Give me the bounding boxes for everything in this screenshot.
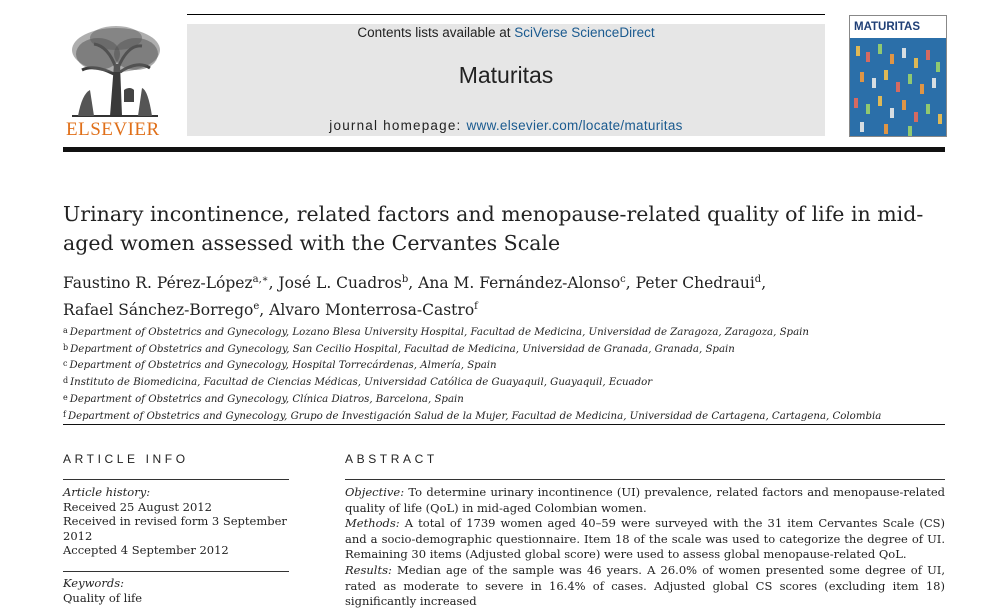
abstract-body bbox=[345, 485, 945, 610]
author-affiliation-mark[interactable]: c bbox=[620, 274, 626, 285]
keywords-rule bbox=[63, 571, 289, 572]
affiliation-text: Department of Obstetrics and Gynecology, San Cecilio Hospital, Facultad de Medicina, Universidad de Granada, Granada, Spain bbox=[70, 343, 735, 355]
keywords-block bbox=[63, 576, 289, 605]
affiliation bbox=[63, 408, 943, 425]
keyword-item[interactable]: Quality of life bbox=[63, 590, 143, 605]
abstract-heading: ABSTRACT bbox=[345, 452, 438, 466]
journal-cover-thumbnail[interactable] bbox=[849, 15, 947, 137]
abstract-methods bbox=[345, 516, 945, 563]
author-separator: , bbox=[625, 274, 636, 293]
elsevier-wordmark: ELSEVIER bbox=[66, 119, 160, 140]
homepage-line bbox=[187, 118, 825, 133]
abstract-results bbox=[345, 563, 945, 610]
author-affiliation-mark[interactable]: e bbox=[253, 301, 260, 313]
methods-text: A total of 1739 women aged 40–59 were surveyed with the 31 item Cervantes Scale (CS) and a socio-demographic questionnaire. Item 18 of the scale was used to categorize the degree of UI. Remaining 30 items (Adjusted global score) were used to assess global menopause-related QoL. bbox=[345, 516, 945, 562]
author-affiliation-mark[interactable]: d bbox=[754, 274, 762, 285]
article-title: Urinary incontinence, related factors and menopause-related quality of life in mid-aged women assessed with the Cervantes Scale bbox=[63, 202, 924, 255]
cover-artwork bbox=[850, 38, 946, 136]
affiliation-text: Department of Obstetrics and Gynecology, Clínica Diatros, Barcelona, Spain bbox=[69, 393, 464, 405]
homepage-link[interactable]: www.elsevier.com/locate/maturitas bbox=[466, 118, 683, 133]
keywords-label: Keywords: bbox=[63, 576, 124, 590]
author-name[interactable]: José L. Cuadros bbox=[278, 274, 402, 293]
abstract-objective bbox=[345, 485, 945, 516]
affiliation bbox=[63, 357, 943, 374]
author-name[interactable]: Faustino R. Pérez-López bbox=[63, 274, 253, 293]
header-top-rule bbox=[187, 14, 825, 15]
author-affiliation-mark[interactable]: a,∗ bbox=[252, 274, 269, 285]
author-separator: , bbox=[259, 301, 270, 320]
author-name[interactable]: Rafael Sánchez-Borrego bbox=[63, 301, 254, 320]
affiliation-list bbox=[63, 324, 943, 424]
author-name[interactable]: Alvaro Monterrosa-Castro bbox=[269, 301, 475, 320]
sciencedirect-link[interactable]: SciVerse ScienceDirect bbox=[514, 25, 655, 40]
affiliation-label: c bbox=[63, 359, 68, 369]
author-separator: , bbox=[761, 274, 767, 293]
journal-banner bbox=[187, 24, 825, 136]
homepage-prefix: journal homepage: bbox=[329, 118, 467, 133]
affiliation-label: a bbox=[63, 326, 68, 335]
affiliations-divider bbox=[63, 424, 945, 425]
article-info-heading: ARTICLE INFO bbox=[63, 452, 189, 466]
author-affiliation-mark[interactable]: f bbox=[474, 301, 478, 313]
journal-name: Maturitas bbox=[458, 62, 554, 88]
affiliation-label: b bbox=[63, 342, 69, 352]
results-label: Results: bbox=[345, 562, 392, 577]
objective-text: To determine urinary incontinence (UI) prevalence, related factors and menopause-related quality of life (QoL) in mid-aged Colombian women. bbox=[345, 485, 945, 515]
abstract-rule bbox=[345, 479, 945, 480]
author-name[interactable]: Ana M. Fernández-Alonso bbox=[418, 274, 621, 293]
affiliation-label: e bbox=[63, 392, 68, 402]
affiliation bbox=[63, 391, 943, 408]
article-info-rule bbox=[63, 479, 289, 480]
contents-prefix: Contents lists available at bbox=[357, 25, 515, 40]
author-separator: , bbox=[268, 274, 279, 293]
contents-line bbox=[187, 25, 825, 40]
header-divider bbox=[63, 147, 945, 152]
author-affiliation-mark[interactable]: b bbox=[401, 274, 409, 285]
affiliation bbox=[63, 341, 943, 358]
affiliation-label: f bbox=[63, 409, 66, 419]
affiliation-text: Department of Obstetrics and Gynecology, Hospital Torrecárdenas, Almería, Spain bbox=[69, 360, 497, 372]
affiliation bbox=[63, 374, 943, 391]
author-name[interactable]: Peter Chedraui bbox=[635, 274, 755, 293]
results-text: Median age of the sample was 46 years. A 26.0% of women presented some degree of UI, rated as moderate to severe in 16.4% of cases. Adjusted global CS scores (excluding item 18) significantly increased bbox=[345, 562, 945, 609]
accepted-date: Accepted 4 September 2012 bbox=[63, 543, 229, 557]
affiliation-text: Instituto de Biomedicina, Facultad de Ciencias Médicas, Universidad Católica de Guayaquil, Guayaquil, Ecuador bbox=[70, 377, 653, 389]
affiliation-text: Department of Obstetrics and Gynecology, Lozano Blesa University Hospital, Facultad de Medicina, Universidad de Zaragoza, Zaragoza, Spain bbox=[69, 327, 809, 338]
affiliation bbox=[63, 324, 943, 341]
cover-title: MATURITAS bbox=[850, 16, 946, 38]
affiliation-label: d bbox=[63, 376, 69, 386]
methods-label: Methods: bbox=[345, 516, 400, 531]
history-label: Article history: bbox=[63, 485, 151, 499]
author-separator: , bbox=[408, 274, 419, 293]
affiliation-text: Department of Obstetrics and Gynecology, Grupo de Investigación Salud de la Mujer, Facultad de Medicina, Universidad de Cartagena, Cartagena, Colombia bbox=[67, 410, 882, 422]
author-list bbox=[63, 268, 943, 322]
revised-date: Received in revised form 3 September 2012 bbox=[63, 514, 287, 543]
objective-label: Objective: bbox=[345, 485, 405, 499]
received-date: Received 25 August 2012 bbox=[63, 499, 212, 514]
article-history bbox=[63, 485, 289, 558]
